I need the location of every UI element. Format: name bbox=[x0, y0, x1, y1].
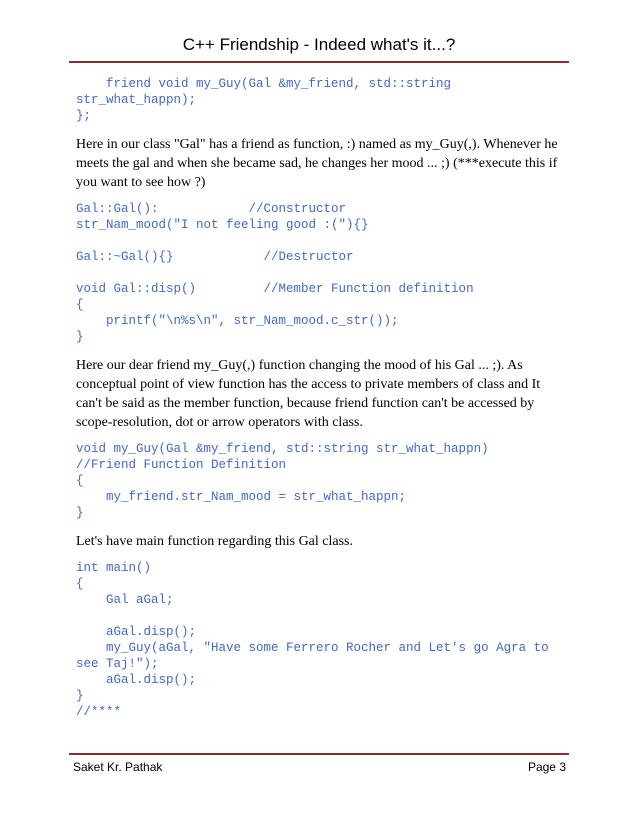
code-block-main-function bbox=[76, 560, 566, 720]
code-block-friend-declaration bbox=[76, 76, 566, 124]
code-block-friend-definition bbox=[76, 441, 566, 521]
code-line: //**** bbox=[76, 705, 122, 719]
paragraph-friend-intro: Here in our class "Gal" has a friend as function, :) named as my_Guy(,). Whenever he meets the gal and when she became sad, he changes her mood ... ;) (***execute this if you want to see how ?) bbox=[76, 137, 558, 190]
code-line: void my_Guy(Gal &my_friend, std::string str_what_happn) bbox=[76, 442, 489, 456]
code-line: } bbox=[76, 689, 84, 703]
code-line: printf("\n%s\n", str_Nam_mood.c_str()); bbox=[76, 314, 399, 328]
code-line: { bbox=[76, 298, 84, 312]
code-line: { bbox=[76, 577, 84, 591]
code-line: } bbox=[76, 330, 84, 344]
page-header-title: C++ Friendship - Indeed what's it...? bbox=[182, 35, 456, 54]
code-line: friend void my_Guy(Gal &my_friend, std::string bbox=[76, 77, 452, 91]
paragraph-friend-explanation: Here our dear friend my_Guy(,) function changing the mood of his Gal ... ;). As conceptual point of view function has the access to private members of class and It can't be said as the member function, because friend function can't be accessed by scope-resolution, dot or arrow operators with class. bbox=[76, 358, 541, 430]
code-block-member-definitions bbox=[76, 201, 566, 345]
code-line: int main() bbox=[76, 561, 152, 575]
code-line: aGal.disp(); bbox=[76, 673, 197, 687]
code-line: Gal::~Gal(){} //Destructor bbox=[76, 250, 354, 264]
footer-rule bbox=[69, 753, 569, 755]
code-line: aGal.disp(); bbox=[76, 625, 197, 639]
code-line: } bbox=[76, 506, 84, 520]
page-content bbox=[76, 76, 566, 720]
code-line: Gal aGal; bbox=[76, 593, 174, 607]
code-line: str_Nam_mood("I not feeling good :("){} bbox=[76, 218, 369, 232]
code-line: void Gal::disp() //Member Function definition bbox=[76, 282, 474, 296]
paragraph-main-intro: Let's have main function regarding this Gal class. bbox=[76, 534, 353, 549]
code-line: //Friend Function Definition bbox=[76, 458, 287, 472]
code-line: my_friend.str_Nam_mood = str_what_happn; bbox=[76, 490, 407, 504]
footer-author: Saket Kr. Pathak bbox=[73, 760, 163, 774]
code-line: see Taj!"); bbox=[76, 657, 159, 671]
code-line: my_Guy(aGal, "Have some Ferrero Rocher and Let's go Agra to bbox=[76, 641, 549, 655]
code-line: str_what_happn); bbox=[76, 93, 197, 107]
code-line: Gal::Gal(): //Constructor bbox=[76, 202, 347, 216]
footer-page-number: Page 3 bbox=[527, 760, 566, 774]
header-rule bbox=[69, 61, 569, 63]
code-line: }; bbox=[76, 109, 92, 123]
code-line: { bbox=[76, 474, 84, 488]
